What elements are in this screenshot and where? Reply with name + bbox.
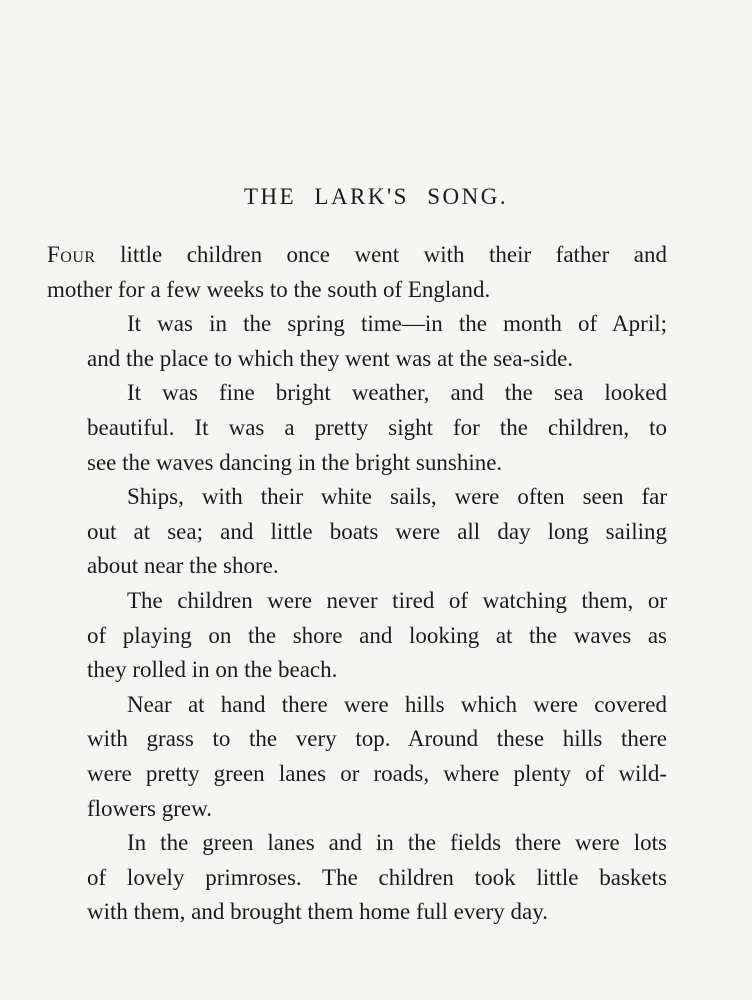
paragraph-4 <box>47 480 667 584</box>
text-line: out at sea; and little boats were all day long sailing <box>87 518 667 544</box>
paragraph-3 <box>47 376 667 480</box>
text-line: The children were never tired of watching them, or <box>127 587 667 613</box>
lead-word: Four <box>47 242 96 267</box>
text-line: see the waves dancing in the bright sunshine. <box>87 449 503 475</box>
text-line: Four little children once went with their father and <box>47 242 667 267</box>
chapter-title: THE LARK'S SONG. <box>243 184 509 209</box>
paragraph-1 <box>47 238 667 307</box>
text-line: of lovely primroses. The children took little baskets <box>87 864 667 890</box>
paragraph-7 <box>47 826 667 930</box>
text-line: of playing on the shore and looking at the waves as <box>87 622 667 648</box>
text-line: flowers grew. <box>87 795 212 821</box>
text-line: In the green lanes and in the fields there were lots <box>127 830 667 856</box>
text-line: they rolled in on the beach. <box>87 657 338 683</box>
text-line: with grass to the very top. Around these hills there <box>87 726 667 752</box>
body-text <box>47 238 667 930</box>
paragraph-6 <box>47 688 667 826</box>
text-line: were pretty green lanes or roads, where plenty of wild- <box>87 760 667 786</box>
text-line: with them, and brought them home full every day. <box>87 899 548 925</box>
text-line: It was fine bright weather, and the sea looked <box>127 380 667 406</box>
paragraph-2 <box>47 307 667 376</box>
text-line: It was in the spring time—in the month of April; <box>127 311 667 337</box>
text-line: and the place to which they went was at the sea-side. <box>87 345 574 371</box>
text-line: mother for a few weeks to the south of England. <box>47 276 491 302</box>
text-line: Near at hand there were hills which were covered <box>127 691 667 717</box>
text-line: Ships, with their white sails, were often seen far <box>127 484 667 510</box>
paragraph-5 <box>47 584 667 688</box>
text-line: beautiful. It was a pretty sight for the children, to <box>87 414 667 440</box>
text-line: about near the shore. <box>87 553 279 579</box>
